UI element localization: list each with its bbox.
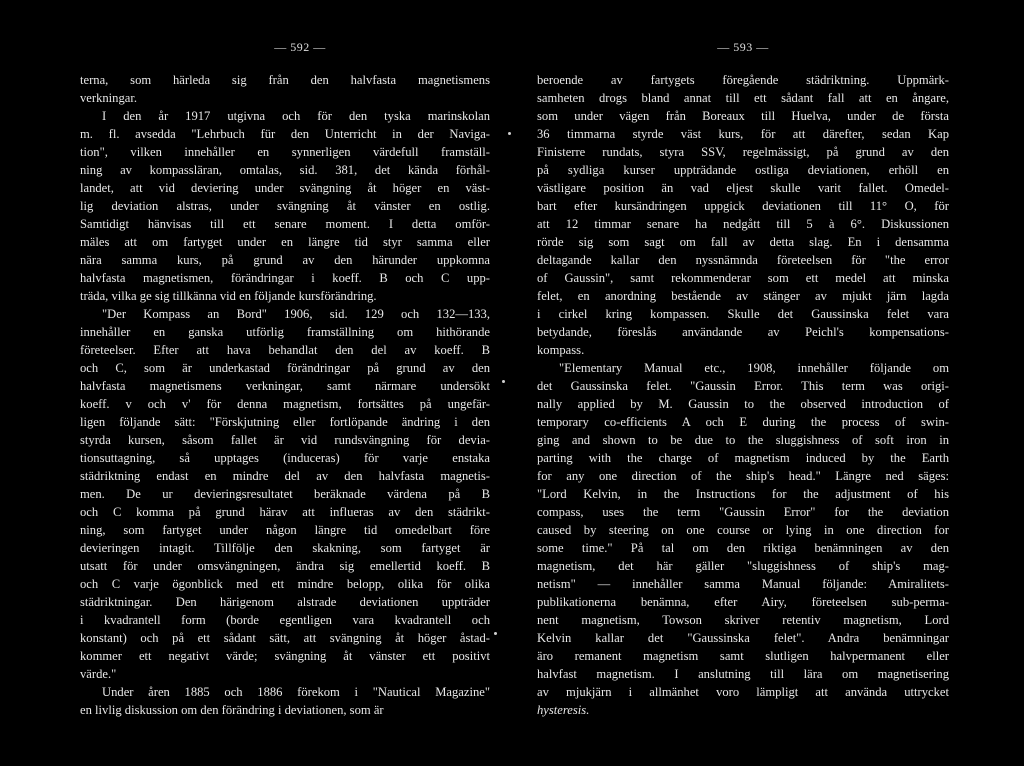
text-line: some time." På tal om den riktiga benämningen av den bbox=[537, 541, 949, 555]
text-line: verkningar. bbox=[80, 91, 138, 105]
text-line: företeelser. Efter att hava behandlat den del av koeff. B bbox=[80, 343, 490, 357]
text-line: magnetism, det här gäller "sluggishness of ship's mag- bbox=[537, 559, 949, 573]
text-line: temporary co-efficients A och E during the process of swin- bbox=[537, 415, 949, 429]
scan-speck bbox=[502, 380, 505, 383]
text-line: städriktningar. Den härigenom alstrade deviationen uppträder bbox=[80, 595, 490, 609]
text-line: beroende av fartygets föregående städriktning. Uppmärk- bbox=[537, 73, 949, 87]
text-line: nent magnetism, Towson skriver retentiv magnetism, Lord bbox=[537, 613, 949, 627]
text-line: i cirkel kring kompassen. Skulle det Gaussinska felet vara bbox=[537, 307, 949, 321]
scan-speck bbox=[508, 132, 511, 135]
text-line: rörde sig som sagt om fall av detta slag. En i densamma bbox=[537, 235, 949, 249]
text-line: halvfasta magnetismens verkningar, samt närmare undersökt bbox=[80, 379, 490, 393]
text-line: publikationerna benämna, efter Airy, företeelsen sub-perma- bbox=[537, 595, 949, 609]
right-page-text bbox=[537, 71, 949, 719]
text-line: landet, att vid deviering under svängning åt höger en väst- bbox=[80, 181, 490, 195]
text-line: äro remanent magnetism samt slutligen halvpermanent eller bbox=[537, 649, 949, 663]
text-line: tionsuttagning, så upptages (induceras) för varje enstaka bbox=[80, 451, 490, 465]
text-line: netism" — innehåller samma Manual följande: Amiralitets- bbox=[537, 577, 949, 591]
text-line: halvfast magnetism. I anslutning till lära om magnetisering bbox=[537, 667, 949, 681]
text-line: Finisterre rundats, styra SSV, regelmässigt, på grund av den bbox=[537, 145, 949, 159]
text-line: Under åren 1885 och 1886 förekom i "Nautical Magazine" bbox=[102, 685, 490, 699]
text-line: of Gaussin", samt rekommenderar som ett medel att minska bbox=[537, 271, 949, 285]
text-line: deltagande kallar den nyssnämnda företeelsen för "the error bbox=[537, 253, 949, 267]
text-line: tion", vilken innehåller en synnerligen värdefull framställ- bbox=[80, 145, 490, 159]
text-line: innehåller en ganska utförlig framställning om hithörande bbox=[80, 325, 490, 339]
text-line: mäles att om fartyget under en längre tid styr samma eller bbox=[80, 235, 490, 249]
text-line: compass, uses the term "Gaussin Error" for the deviation bbox=[537, 505, 949, 519]
left-page bbox=[80, 40, 490, 719]
text-line: "Lord Kelvin, in the Instructions for the adjustment of his bbox=[537, 487, 949, 501]
text-line: I den år 1917 utgivna och för den tyska marinskolan bbox=[102, 109, 490, 123]
text-line: "Der Kompass an Bord" 1906, sid. 129 och 132—133, bbox=[102, 307, 490, 321]
text-line: devieringen intagit. Tillfölje den skakning, som fartyget är bbox=[80, 541, 490, 555]
right-page bbox=[537, 40, 949, 719]
text-line: ning, som fartyget under någon längre tid omedelbart före bbox=[80, 523, 490, 537]
text-line: hysteresis. bbox=[537, 703, 590, 717]
text-line: konstant) och på ett sådant sätt, att svängning åt höger åstad- bbox=[80, 631, 490, 645]
text-line: västligare position än vad eljest skulle varit fallet. Omedel- bbox=[537, 181, 949, 195]
text-line: samheten drogs bland annat till ett sådant fall att en ångare, bbox=[537, 91, 949, 105]
text-line: på sydliga kurser uppträdande ostliga deviationen, erhöll en bbox=[537, 163, 949, 177]
text-line: ning av kompassläran, omtalas, sid. 381, det kända förhål- bbox=[80, 163, 490, 177]
text-line: m. fl. avsedda "Lehrbuch für den Unterricht in der Naviga- bbox=[80, 127, 490, 141]
text-line: "Elementary Manual etc., 1908, innehåller följande om bbox=[559, 361, 949, 375]
text-line: ligen följande sätt: "Förskjutning eller fortlöpande ändring i den bbox=[80, 415, 490, 429]
text-line: utsatt för under omsvängningen, ändra sig emellertid koeff. B bbox=[80, 559, 490, 573]
text-line: styrda kursen, såsom fallet är vid rundsvängning för devia- bbox=[80, 433, 490, 447]
scan-speck bbox=[494, 632, 497, 635]
text-line: nära samma kurs, på grund av den härunder uppkomna bbox=[80, 253, 490, 267]
text-line: 36 timmarna styrde väst kurs, för att därefter, sedan Kap bbox=[537, 127, 949, 141]
text-line: halvfasta magnetismen, förändringar i koeff. B och C upp- bbox=[80, 271, 490, 285]
text-line: koeff. v och v' för denna magnetism, fortsättes på ungefär- bbox=[80, 397, 490, 411]
text-line: kommer ett negativt värde; svängning åt vänster ett positivt bbox=[80, 649, 490, 663]
text-line: och C komma på grund härav att influeras av den städrikt- bbox=[80, 505, 490, 519]
text-line: men. De ur devieringsresultatet beräknade värdena på B bbox=[80, 487, 490, 501]
text-line: värde." bbox=[80, 667, 117, 681]
text-line: ging and shown to be due to the sluggishness of soft iron in bbox=[537, 433, 949, 447]
text-line: lig deviation alstras, under svängning åt vänster en ostlig. bbox=[80, 199, 490, 213]
text-line: att 12 timmar senare ha nedgått till 5 à 6°. Diskussionen bbox=[537, 217, 949, 231]
text-line: av mjukjärn i allmänhet voro lämpligt att använda uttrycket bbox=[537, 685, 949, 699]
text-line: som under vägen från Boreaux till Huelva, under de första bbox=[537, 109, 949, 123]
text-line: parting with the charge of magnetism induced by the Earth bbox=[537, 451, 949, 465]
text-line: terna, som härleda sig från den halvfasta magnetismens bbox=[80, 73, 490, 87]
right-page-number: — 593 — bbox=[717, 40, 769, 54]
text-line: och C, som är underkastad förändringar på grund av den bbox=[80, 361, 490, 375]
text-line: och C varje ögonblick med ett mindre belopp, olika för olika bbox=[80, 577, 490, 591]
text-line: nally applied by M. Gaussin to the observed introduction of bbox=[537, 397, 949, 411]
text-line: kompass. bbox=[537, 343, 585, 357]
text-line: det Gaussinska felet. "Gaussin Error. This term was origi- bbox=[537, 379, 949, 393]
text-line: Samtidigt hänvisas till ett senare moment. I detta omför- bbox=[80, 217, 490, 231]
text-line: Kelvin kallar det "Gaussinska felet". Andra benämningar bbox=[537, 631, 949, 645]
text-line: träda, vilka ge sig tillkänna vid en följande kursförändring. bbox=[80, 289, 377, 303]
text-line: en livlig diskussion om den förändring i deviationen, som är bbox=[80, 703, 384, 717]
text-line: for any one direction of the ship's head." Längre ned säges: bbox=[537, 469, 949, 483]
left-page-number: — 592 — bbox=[274, 40, 326, 54]
text-line: bart efter kursändringen uppgick deviationen till 11° O, för bbox=[537, 199, 949, 213]
text-line: betydande, föreslås användande av Peichl's kompensations- bbox=[537, 325, 949, 339]
text-line: felet, en anordning bestående av stänger av mjukt järn lagda bbox=[537, 289, 949, 303]
text-line: städriktning endast en mindre del av den halvfasta magnetis- bbox=[80, 469, 490, 483]
left-page-text bbox=[80, 71, 490, 719]
text-line: i kvadrantell form (borde egentligen vara kvadrantell och bbox=[80, 613, 490, 627]
text-line: caused by steering on one course or lying in one direction for bbox=[537, 523, 949, 537]
